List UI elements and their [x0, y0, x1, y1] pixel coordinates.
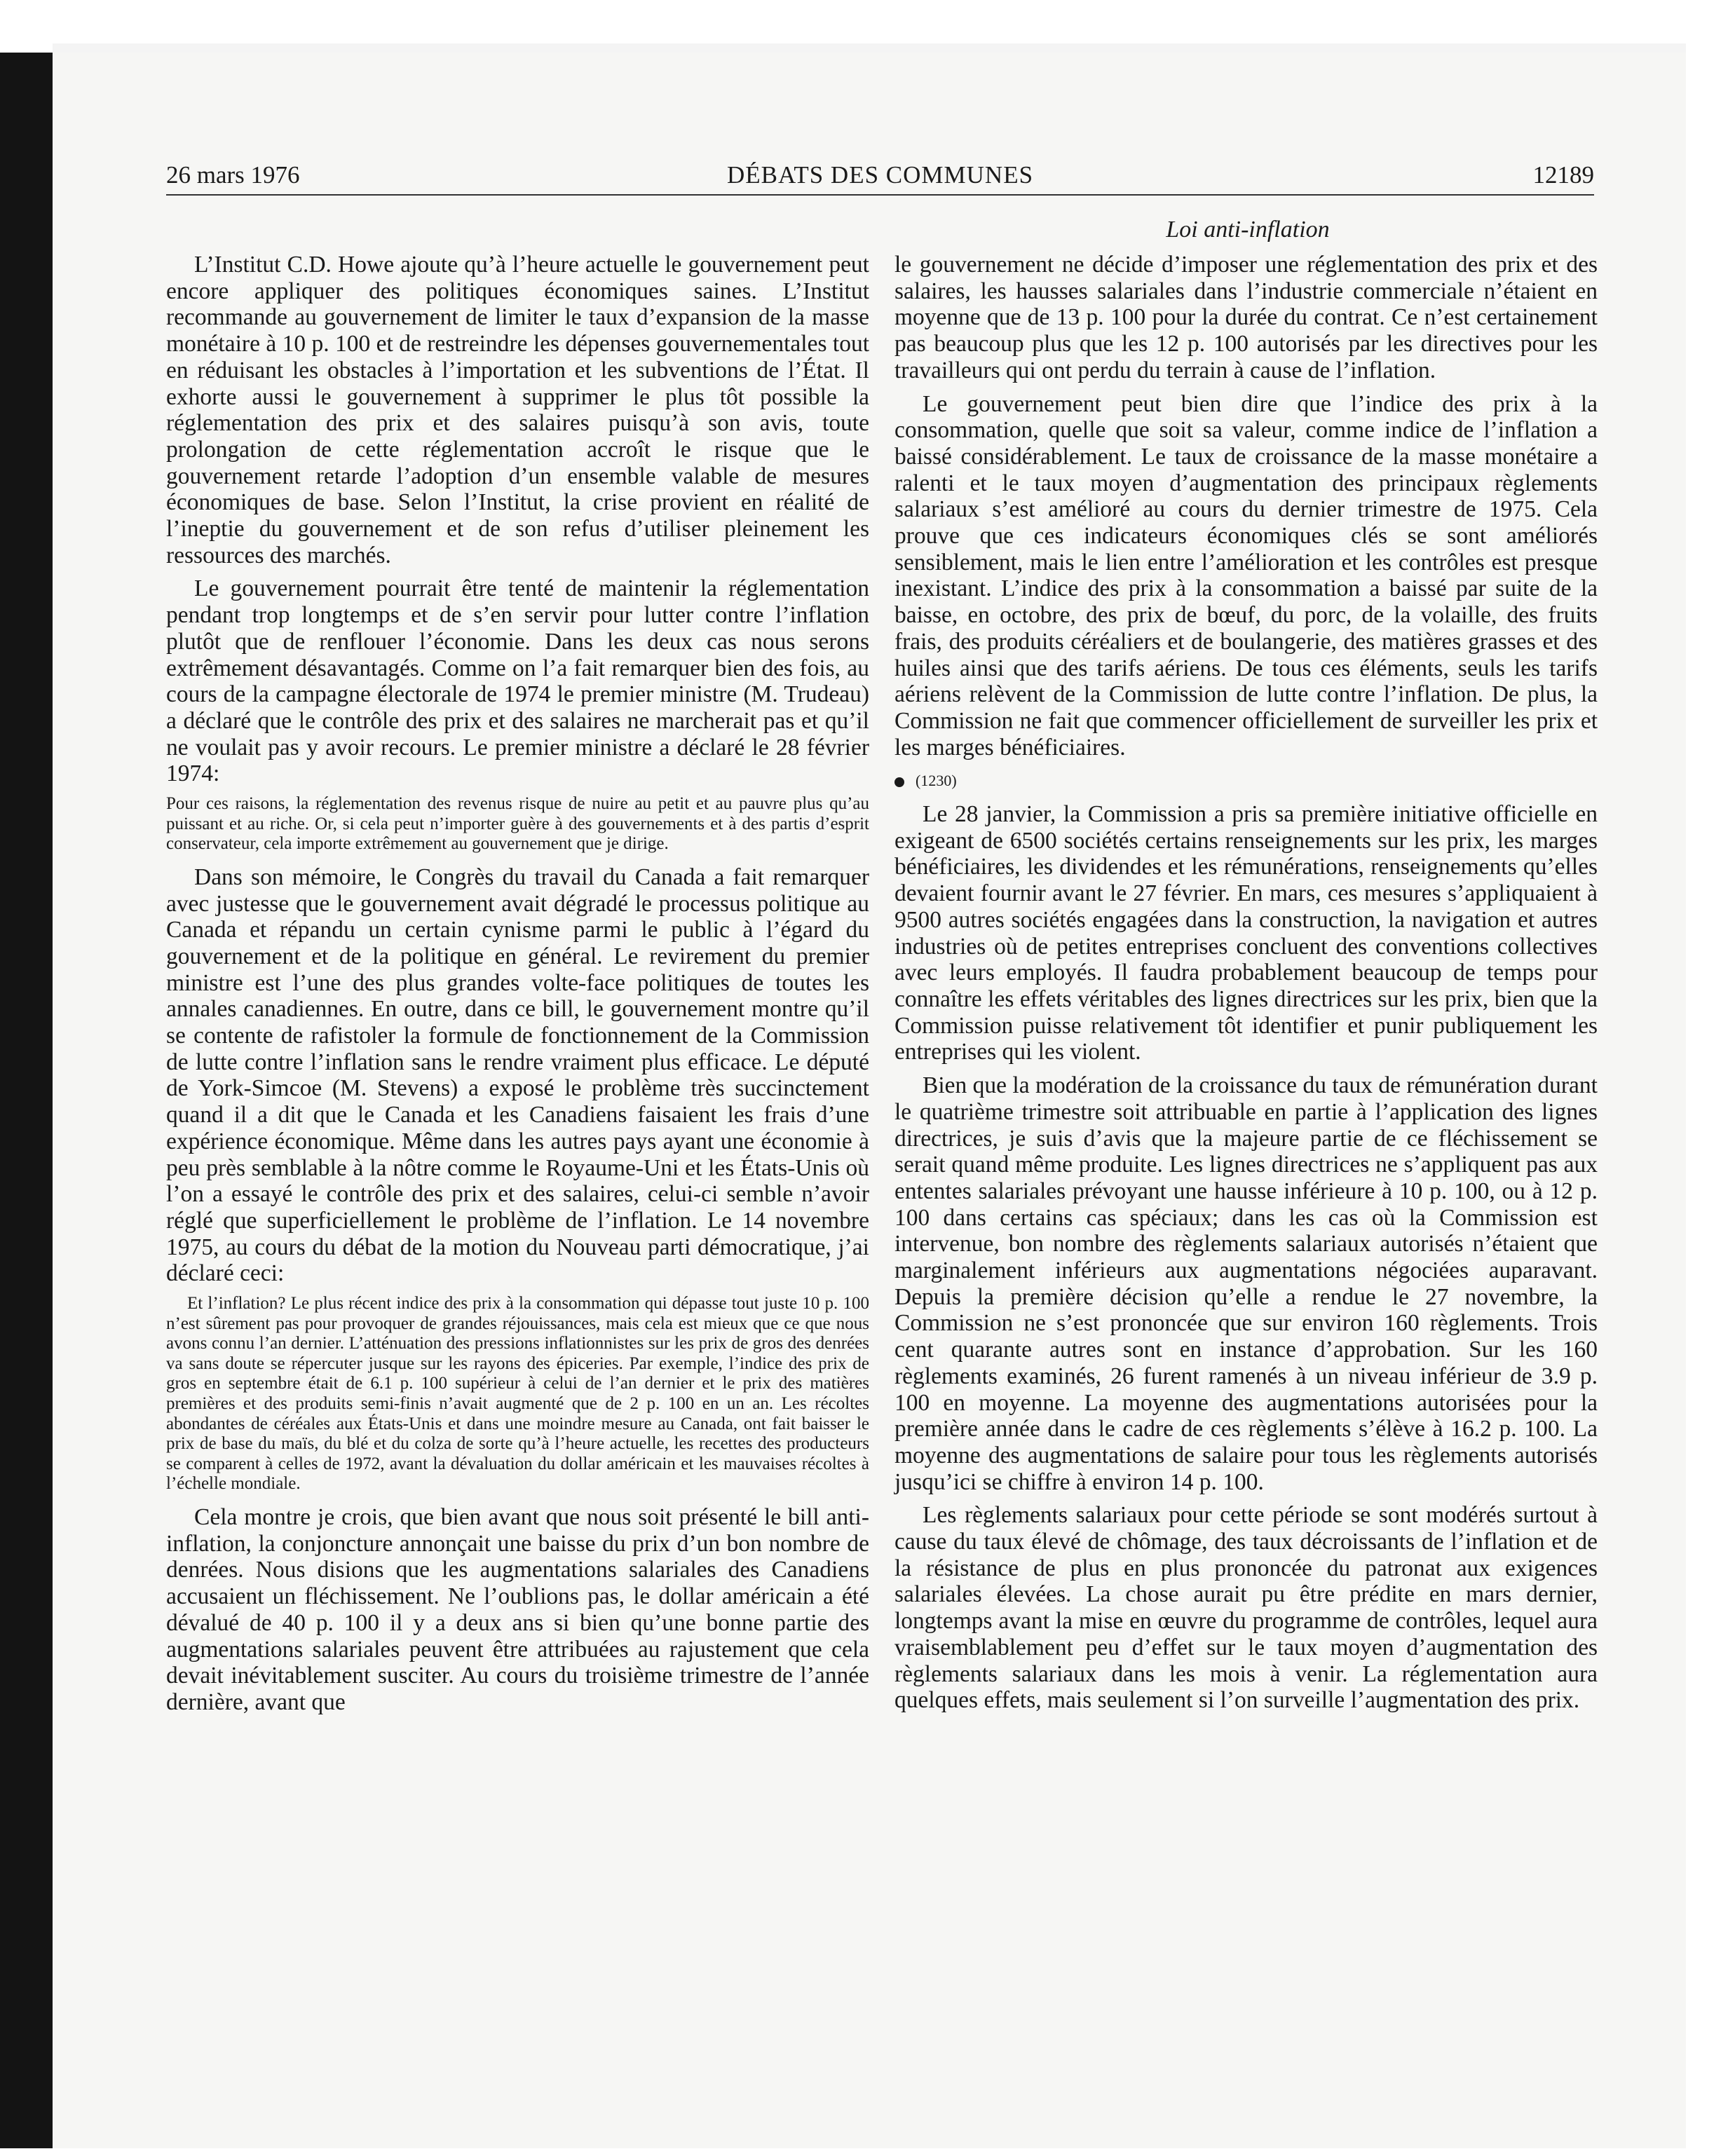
paragraph: Cela montre je crois, que bien avant que nous soit présenté le bill anti-inflation, la conjoncture annonçait une baisse du prix d’un bon nombre de denrées. Nous disions que les augmentations salariales des Canadiens accusaient un fléchissement. Ne l’oublions pas, le dollar américain a été dévalué de 40 p. 100 il y a deux ans si bien qu’une bonne partie des augmentations salariales peuvent être attribuées au rajustement que cela devait inévitablement susciter. Au cours du troisième trimestre de l’année dernière, avant que — [166, 1504, 869, 1715]
paragraph: L’Institut C.D. Howe ajoute qu’à l’heure actuelle le gouvernement peut encore appliquer des politiques économiques saines. L’Institut recommande au gouvernement de limiter le taux d’expansion de la masse monétaire à 10 p. 100 et de restreindre les dépenses gouvernementales tout en réduisant les obstacles à l’importation et les subventions de l’État. Il exhorte aussi le gouvernement à supprimer le plus tôt possible la réglementation des prix et des salaires puisqu’à son avis, toute prolongation de cette réglementation accroît le risque que le gouvernement retarde l’adoption d’un ensemble valable de mesures économiques de base. Selon l’Institut, la crise provient en réalité de l’ineptie du gouvernement et de son refus d’utiliser pleinement les ressources des marchés. — [166, 252, 869, 568]
scan-edge-top — [53, 43, 1686, 53]
publication-title: DÉBATS DES COMMUNES — [726, 161, 1034, 189]
scan-edge-left — [0, 53, 53, 2148]
bullet-icon — [894, 777, 904, 787]
page-number: 12189 — [1532, 161, 1594, 189]
paragraph: Le gouvernement peut bien dire que l’indice des prix à la consommation, quelle que soit sa valeur, comme indice de l’inflation a baissé considérablement. Le taux de croissance de la masse monétaire a ralenti et le taux moyen d’augmentation des principaux règlements salariaux s’est amélioré au cours du dernier trimestre de 1975. Cela prouve que ces indicateurs économiques clés se sont améliorés sensiblement, mais le lien entre l’amélioration et les contrôles est presque inexistant. L’indice des prix à la consommation a baissé par suite de la baisse, en octobre, des prix de bœuf, du porc, de la volaille, des fruits frais, des produits céréaliers et de boulangerie, des matières grasses et des huiles ainsi que des tarifs aériens. De tous ces éléments, seuls les tarifs aériens relèvent de la Commission de lutte contre l’inflation. De plus, la Commission ne fait que commencer officiellement de surveiller les prix et les marges bénéficiaires. — [894, 390, 1598, 760]
header-date: 26 mars 1976 — [166, 161, 300, 189]
paragraph: Bien que la modération de la croissance du taux de rémunération durant le quatrième trimestre soit attribuable en partie à l’application des lignes directrices, je suis d’avis que la majeure partie de ce fléchissement se serait quand même produite. Les lignes directrices ne s’appliquent pas aux ententes salariales prévoyant une hausse inférieure à 10 p. 100, ou à 12 p. 100 dans certains cas spéciaux; dans les cas où la Commission est intervenue, bon nombre des règlements salariaux autorisés n’étaient que marginalement inférieurs aux augmentations négociées auparavant. Depuis la première décision qu’elle a rendue le 27 novembre, la Commission ne s’est prononcée que sur environ 160 règlements. Trois cent quarante autres sont en instance d’approbation. Sur les 160 règlements examinés, 26 furent ramenés à un niveau inférieur de 3.9 p. 100 en moyenne. La moyenne des augmentations autorisées pour la première année dans le cadre de ces règlements s’élève à 16.2 p. 100. La moyenne des augmentations de salaire pour tous les règlements autorisés jusqu’ici se chiffre à environ 14 p. 100. — [894, 1072, 1598, 1495]
time-marker-label: (1230) — [916, 772, 957, 790]
header-rule — [166, 194, 1594, 196]
paragraph: Le gouvernement pourrait être tenté de maintenir la réglementation pendant trop longtemps et de s’en servir pour lutter contre l’inflation plutôt que de renflouer l’économie. Dans les deux cas nous serons extrêmement désavantagés. Comme on l’a fait remarquer bien des fois, au cours de la campagne électorale de 1974 le premier ministre (M. Trudeau) a déclaré que le contrôle des prix et des salaires ne marcherait pas et qu’il ne voulait pas y avoir recours. Le premier ministre a déclaré le 28 février 1974: — [166, 575, 869, 787]
block-quote: Pour ces raisons, la réglementation des revenus risque de nuire au petit et au pauvre plus qu’au puissant et au riche. Or, si cela peut n’importer guère à des gouvernements et à des partis d’esprit conservateur, cela importe extrêmement au gouvernement que je dirige. — [166, 794, 869, 854]
section-subtitle: Loi anti-inflation — [1166, 217, 1330, 243]
paragraph: Dans son mémoire, le Congrès du travail du Canada a fait remarquer avec justesse que le gouvernement avait dégradé le processus politique au Canada et répandu un certain cynisme parmi le public à l’égard du gouvernement et de la politique en général. Le revirement du premier ministre est l’une des plus grandes volte-face politiques de toutes les annales canadiennes. En outre, dans ce bill, le gouvernement montre qu’il se contente de rafistoler la formule de fonctionnement de la Commission de lutte contre l’inflation sans le rendre vraiment plus efficace. Le député de York-Simcoe (M. Stevens) a exposé le problème très succinctement quand il a dit que le Canada et les Canadiens faisaient les frais d’une expérience économique. Même dans les autres pays ayant une économie à peu près semblable à la nôtre comme le Royaume-Uni et les États-Unis où l’on a essayé le contrôle des prix et des salaires, celui-ci semble n’avoir réglé que superficiellement le problème de l’inflation. Le 14 novembre 1975, au cours du débat de la motion du Nouveau parti démocratique, j’ai déclaré ceci: — [166, 864, 869, 1287]
paragraph: Les règlements salariaux pour cette période se sont modérés surtout à cause du taux élevé de chômage, des taux décroissants de l’inflation et de la résistance de plus en plus prononcée du patronat aux exigences salariales élevées. La chose aurait pu être prédite en mars dernier, longtemps avant la mise en œuvre du programme de contrôles, lequel aura vraisemblablement peu d’effet sur le taux moyen d’augmentation des règlements salariaux dans les mois à venir. La réglementation aura quelques effets, mais seulement si l’on surveille l’augmentation des prix. — [894, 1502, 1598, 1714]
block-quote: Et l’inflation? Le plus récent indice des prix à la consommation qui dépasse tout juste 10 p. 100 n’est sûrement pas pour provoquer de grandes réjouissances, mais cela est mieux que ce que nous avons connu l’an dernier. L’atténuation des pressions inflationnistes sur les prix de gros des denrées va sans doute se répercuter jusque sur les rayons des épiceries. Par exemple, l’indice des prix de gros en septembre était de 6.1 p. 100 supérieur à celui de l’an dernier et le prix des matières premières et des produits semi-finis n’avait augmenté que de 2 p. 100 en un an. Les récoltes abondantes de céréales aux États-Unis et dans une moindre mesure au Canada, ont fait baisser le prix de base du maïs, du blé et du colza de sorte qu’à l’heure actuelle, les recettes des producteurs se comparent à celles de 1972, avant la dévaluation du dollar américain et les mauvaises récoltes à l’échelle mondiale. — [166, 1294, 869, 1494]
paragraph-continuation: le gouvernement ne décide d’imposer une réglementation des prix et des salaires, les hausses salariales dans l’industrie commerciale n’étaient en moyenne que de 13 p. 100 pour la durée du contrat. Ce n’est certainement pas beaucoup plus que les 12 p. 100 autorisés par les directives pour les travailleurs qui ont perdu du terrain à cause de l’inflation. — [894, 252, 1598, 383]
paragraph: Le 28 janvier, la Commission a pris sa première initiative officielle en exigeant de 6500 sociétés certains renseignements sur les prix, les marges bénéficiaires, les dividendes et les rémunérations, renseignements qu’elles devaient fournir avant le 27 février. En mars, ces mesures s’appliquaient à 9500 autres sociétés engagées dans la construction, la navigation et autres industries où de petites entreprises concluent des conventions collectives avec leurs employés. Il faudra probablement beaucoup de temps pour connaître les effets véritables des lignes directrices sur les prix, bien que la Commission puisse relativement tôt identifier et punir publiquement les entreprises qui les violent. — [894, 801, 1598, 1065]
right-column — [894, 252, 1598, 1721]
page-header — [166, 161, 1594, 196]
left-column — [166, 252, 869, 1723]
time-marker — [894, 767, 1598, 794]
